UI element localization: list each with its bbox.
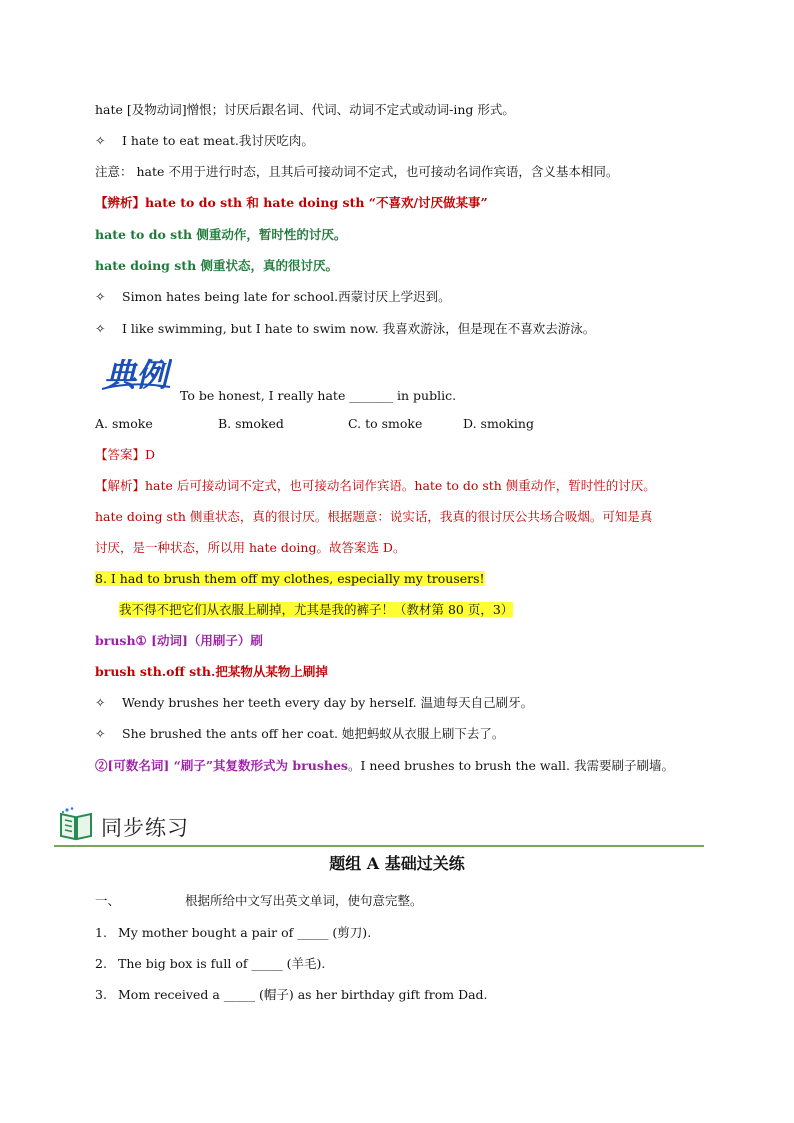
option-b: B. smoked: [218, 416, 284, 431]
exercise-item: 2. The big box is full of _____ (羊毛).: [95, 956, 326, 971]
example-sentence: ✧ Wendy brushes her teeth every day by herself. 温迪每天自己刷牙。: [95, 695, 534, 710]
brush-verb-heading: brush① [动词]（用刷子）刷: [95, 633, 263, 648]
diamond-bullet-icon: ✧: [95, 321, 106, 336]
example-sentence: ✧ She brushed the ants off her coat. 她把蚂蚁从衣服上刷下去了。: [95, 726, 505, 741]
note: 注意： hate 不用于进行时态，且其后可接动词不定式，也可接动名词作宾语，含义基本相同。: [95, 164, 619, 179]
analysis-line-1: 【解析】hate 后可接动词不定式，也可接动名词作宾语。hate to do sth 侧重动作，暂时性的讨厌。: [95, 478, 656, 493]
instruction: 一、 根据所给中文写出英文单词，使句意完整。: [95, 893, 423, 908]
item-8-chinese: 我不得不把它们从衣服上刷掉，尤其是我的裤子！（教材第 80 页，3）: [119, 602, 514, 617]
svg-text:典例: 典例: [104, 356, 169, 393]
diamond-bullet-icon: ✧: [95, 289, 106, 304]
option-d: D. smoking: [463, 416, 534, 431]
example-sentence: ✧ Simon hates being late for school.西蒙讨厌上学迟到。: [95, 289, 451, 304]
hate-doing-note: hate doing sth 侧重状态，真的很讨厌。: [95, 258, 339, 273]
exercise-item: 3. Mom received a _____ (帽子) as her birthday gift from Dad.: [95, 987, 488, 1002]
def-hate: hate [及物动词]憎恨；讨厌后跟名词、代词、动词不定式或动词-ing 形式。: [95, 102, 515, 117]
example-sentence: ✧ I hate to eat meat.我讨厌吃肉。: [95, 133, 314, 148]
brush-phrase: brush sth.off sth.把某物从某物上刷掉: [95, 664, 328, 679]
diamond-bullet-icon: ✧: [95, 726, 106, 741]
example-seal-icon: [100, 353, 172, 393]
exercise-item: 1. My mother bought a pair of _____ (剪刀).: [95, 925, 372, 940]
section-divider: [54, 845, 704, 847]
question-text: To be honest, I really hate _______ in public.: [180, 388, 457, 403]
example-sentence: ✧ I like swimming, but I hate to swim now. 我喜欢游泳，但是现在不喜欢去游泳。: [95, 321, 596, 336]
open-book-icon: [58, 806, 94, 842]
group-title: 题组 A 基础过关练: [329, 854, 465, 873]
answer: 【答案】D: [95, 447, 156, 462]
option-c: C. to smoke: [348, 416, 423, 431]
analysis-line-3: 讨厌，是一种状态，所以用 hate doing。故答案选 D。: [95, 540, 406, 555]
hate-to-do-note: hate to do sth 侧重动作，暂时性的讨厌。: [95, 227, 347, 242]
option-a: A. smoke: [95, 416, 153, 431]
item-8-english: 8. I had to brush them off my clothes, especially my trousers!: [95, 571, 485, 586]
brush-noun-line: ②[可数名词] “刷子”其复数形式为 brushes。I need brushes to brush the wall. 我需要刷子刷墙。: [95, 758, 674, 773]
bianxi-heading: 【辨析】hate to do sth 和 hate doing sth “不喜欢/讨厌做某事”: [95, 195, 488, 210]
diamond-bullet-icon: ✧: [95, 695, 106, 710]
analysis-line-2: hate doing sth 侧重状态，真的很讨厌。根据题意：说实话，我真的很讨厌公共场合吸烟。可知是真: [95, 509, 653, 524]
diamond-bullet-icon: ✧: [95, 133, 106, 148]
section-title: 同步练习: [101, 816, 189, 840]
